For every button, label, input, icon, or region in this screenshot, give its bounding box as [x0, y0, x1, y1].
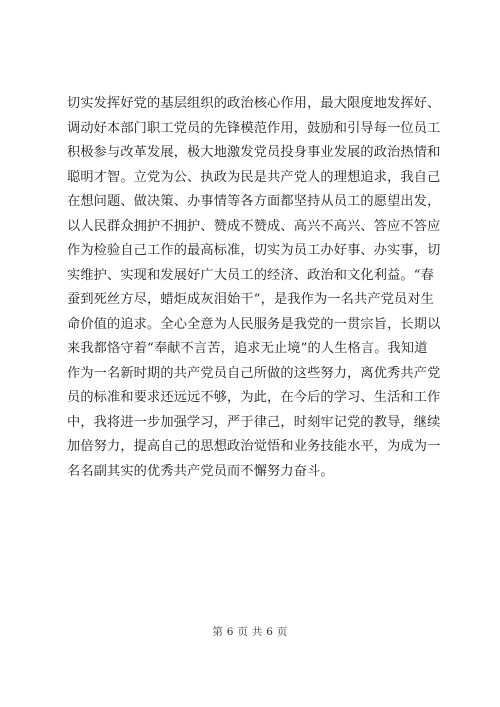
body-paragraph: [67, 92, 441, 484]
paragraph-line: 员的标准和要求还远远不够，为此，在今后的学习、生活和工作: [67, 390, 441, 405]
paragraph-line: 蚕到死丝方尽，蜡炬成灰泪始干”，是我作为一名共产党员对生: [67, 292, 435, 307]
paragraph-line: 来我都恪守着“奉献不言苦，追求无止境”的人生格言。我知道: [67, 341, 428, 356]
paragraph-line: 加倍努力，提高自己的思想政治觉悟和业务技能水平，为成为一: [67, 439, 441, 454]
paragraph-line: 以人民群众拥护不拥护、赞成不赞成、高兴不高兴、答应不答应: [67, 218, 441, 234]
paragraph-line: 实维护、实现和发展好广大员工的经济、政治和文化利益。“春: [67, 267, 435, 283]
paragraph-line: 在想问题、做决策、办事情等各方面都坚持从员工的愿望出发，: [67, 194, 441, 209]
paragraph-line: 中，我将进一步加强学习，严于律己，时刻牢记党的教导，继续: [67, 414, 441, 430]
paragraph-line: 调动好本部门职工党员的先锋模范作用，鼓励和引导每一位员工: [67, 120, 441, 136]
paragraph-line: 命价值的追求。全心全意为人民服务是我党的一贯宗旨，长期以: [67, 316, 441, 332]
paragraph-line: 积极参与改革发展，极大地激发党员投身事业发展的政治热情和: [67, 145, 441, 160]
paragraph-line: 切实发挥好党的基层组织的政治核心作用，最大限度地发挥好、: [67, 96, 441, 111]
paragraph-line: 作为检验自己工作的最高标准，切实为员工办好事、办实事，切: [67, 243, 441, 258]
paragraph-line: 聪明才智。立党为公、执政为民是共产党人的理想追求，我自己: [67, 169, 441, 185]
paragraph-line: 名名副其实的优秀共产党员而不懈努力奋斗。: [67, 463, 334, 479]
page-number-footer: 第 6 页 共 6 页: [212, 626, 288, 638]
paragraph-line: 作为一名新时期的共产党员自己所做的这些努力，离优秀共产党: [67, 365, 441, 381]
